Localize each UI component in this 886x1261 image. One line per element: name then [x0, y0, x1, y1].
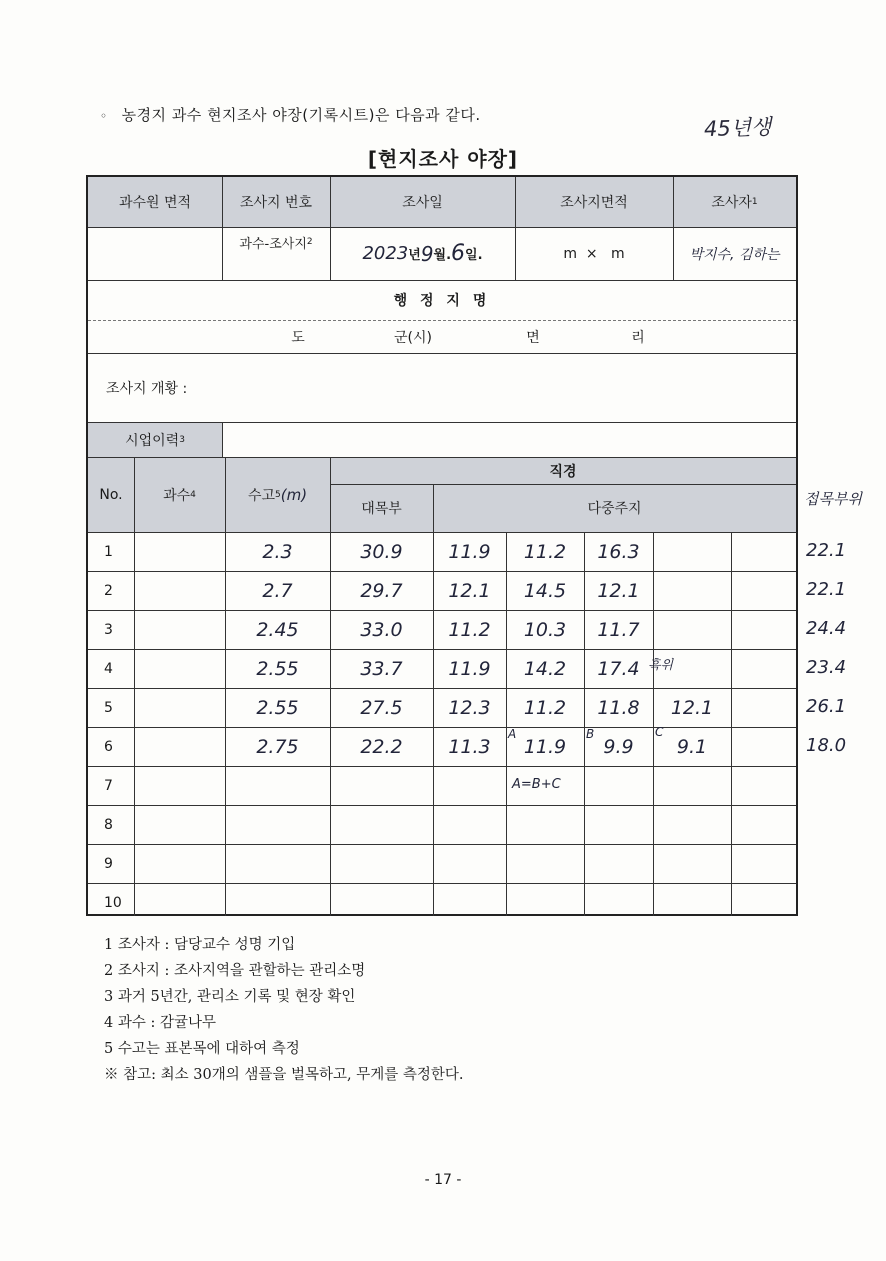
row-trunk-diameter: 33.7: [360, 657, 403, 680]
row-stem-diameter: [653, 766, 731, 805]
row-trunk-diameter: [330, 844, 433, 883]
sheet-title: [현지조사 야장]: [367, 147, 519, 171]
row-stem-diameter: 12.1: [448, 579, 491, 602]
intro-text: 농경지 과수 현지조사 야장(기록시트)은 다음과 같다.: [121, 106, 481, 124]
annotation-a: A: [508, 727, 517, 741]
row-number: 10: [104, 894, 122, 911]
row-stem-diameter: [433, 844, 506, 883]
survey-date-value: 2023 년 9 월. 6 일.: [362, 241, 483, 266]
graft-diameter: 22.1: [806, 540, 847, 561]
row-number: 8: [104, 816, 113, 833]
admin-district-title: 행 정 지 명: [393, 293, 491, 309]
graft-diameter: 26.1: [806, 696, 847, 717]
row-stem-diameter: [653, 532, 731, 571]
row-stem-diameter: [433, 805, 506, 844]
row-number: 4: [104, 660, 113, 677]
footnotes: [104, 932, 463, 1088]
col-no: No.: [99, 486, 123, 503]
row-stem-diameter: [731, 883, 796, 922]
row-stem-diameter: 11.2: [523, 696, 567, 719]
overview-label: 조사지 개황 :: [106, 380, 188, 397]
graft-diameter: 24.4: [806, 618, 847, 639]
row-stem-diameter: [731, 727, 796, 766]
header-site-area: 조사지면적: [560, 195, 628, 211]
row-stem-diameter: 11.7: [597, 618, 640, 641]
row-stem-diameter: [506, 844, 584, 883]
graft-diameter: 22.1: [806, 579, 847, 600]
row-stem-diameter: [653, 883, 731, 922]
footnote-note: ※ 참고: 최소 30개의 샘플을 벌목하고, 무게를 측정한다.: [104, 1067, 464, 1083]
row-number: 7: [104, 777, 113, 794]
row-stem-diameter: [731, 610, 796, 649]
row-stem-diameter: 11.8: [597, 696, 640, 719]
row-stem-diameter: 16.3: [597, 540, 640, 563]
row-stem-diameter: 11.3: [448, 735, 491, 758]
admin-gun: 군(시): [394, 329, 432, 346]
row-stem-diameter: [433, 766, 506, 805]
surveyor-names: 박지수, 김하는: [689, 246, 780, 263]
row-stem-diameter: 11.2: [523, 540, 567, 563]
row-stem-diameter: [584, 805, 653, 844]
site-area-value: m × m: [563, 245, 625, 262]
row-height: [225, 883, 330, 922]
row-stem-diameter: [506, 883, 584, 922]
row-stem-diameter: [653, 805, 731, 844]
survey-sheet: [86, 175, 798, 916]
row-stem-diameter: 11.2: [448, 618, 491, 641]
row-stem-diameter: [584, 883, 653, 922]
col-diameter: 직경: [549, 463, 577, 480]
row-stem-diameter: [653, 610, 731, 649]
row-height: 2.45: [256, 618, 299, 641]
row-stem-diameter: [731, 649, 796, 688]
row-number: 6: [104, 738, 113, 755]
row-stem-diameter: [731, 844, 796, 883]
row-trunk-diameter: [330, 805, 433, 844]
footnote-4: 4 과수 : 감귤나무: [104, 1015, 216, 1031]
row-trunk-diameter: [330, 883, 433, 922]
row-height: [225, 805, 330, 844]
row-height: 2.55: [256, 657, 299, 680]
graft-diameter: 23.4: [806, 657, 847, 678]
row-stem-diameter: 10.3: [523, 618, 567, 641]
row-trunk-diameter: [330, 766, 433, 805]
row-stem-diameter: [731, 571, 796, 610]
admin-do: 도: [291, 329, 305, 346]
row-trunk-diameter: 33.0: [360, 618, 403, 641]
row-stem-diameter: [653, 571, 731, 610]
row-trunk-diameter: 22.2: [360, 735, 403, 758]
margin-graft-header: 접목부위: [804, 490, 862, 508]
row-stem-diameter: 11.9: [523, 735, 567, 758]
handwritten-age-note: 45년생: [703, 114, 772, 142]
header-site-no: 조사지 번호: [239, 195, 313, 211]
annotation-formula: A=B+C: [512, 777, 561, 792]
row-stem-diameter: 14.5: [523, 579, 567, 602]
footnote-1: 1 조사자 : 담당교수 성명 기입: [104, 937, 296, 953]
row-trunk-diameter: 30.9: [360, 540, 403, 563]
row-stem-diameter: [731, 688, 796, 727]
row-stem-diameter: 9.9: [603, 735, 634, 758]
row-stem-diameter: 12.3: [448, 696, 491, 719]
row-height: 2.75: [256, 735, 299, 758]
page-number: - 17 -: [424, 1172, 462, 1188]
row-number: 9: [104, 855, 113, 872]
row-stem-diameter: 14.2: [523, 657, 567, 680]
intro-line: [100, 104, 481, 125]
row-number: 2: [104, 582, 113, 599]
footnote-3: 3 과거 5년간, 관리소 기록 및 현장 확인: [104, 989, 356, 1005]
row-stem-diameter: [731, 766, 796, 805]
graft-diameter: 18.0: [806, 735, 847, 756]
col-height: 수고 5 (m): [247, 485, 308, 504]
row-stem-diameter: 11.9: [448, 657, 491, 680]
admin-myeon: 면: [526, 329, 540, 346]
row-height: [225, 766, 330, 805]
col-trunk: 대목부: [361, 501, 402, 517]
row-stem-diameter: [584, 844, 653, 883]
row-height: [225, 844, 330, 883]
row-trunk-diameter: 29.7: [360, 579, 403, 602]
annotation-b: B: [586, 727, 595, 741]
row-stem-diameter: 9.1: [676, 735, 708, 758]
row-stem-diameter: 11.9: [448, 540, 491, 563]
row-stem-diameter: 12.1: [670, 696, 714, 719]
row-stem-diameter: 12.1: [597, 579, 640, 602]
row-height: 2.55: [256, 696, 299, 719]
header-survey-date: 조사일: [402, 195, 443, 211]
bullet-icon: ◦: [100, 109, 108, 123]
header-surveyor: 조사자 1: [711, 195, 758, 211]
col-multi-stem: 다중주지: [587, 501, 642, 517]
row-stem-diameter: [731, 805, 796, 844]
footnote-2: 2 조사지 : 조사지역을 관할하는 관리소명: [104, 963, 366, 979]
row-height: 2.7: [262, 579, 293, 602]
annotation-c: C: [655, 725, 664, 739]
history-label: 시업이력 3: [125, 432, 185, 449]
row-stem-diameter: [584, 766, 653, 805]
row-number: 1: [104, 543, 113, 560]
row-number: 3: [104, 621, 113, 638]
row-stem-diameter: [506, 805, 584, 844]
col-species: 과수 4: [163, 487, 196, 504]
row-stem-diameter: 17.4: [597, 657, 640, 680]
row-stem-diameter: [433, 883, 506, 922]
row-number: 5: [104, 699, 113, 716]
row-trunk-diameter: 27.5: [360, 696, 403, 719]
site-label: 과수-조사지 2: [239, 236, 313, 252]
row-stem-diameter: [731, 532, 796, 571]
row-stem-diameter: [653, 844, 731, 883]
header-orchard-area: 과수원 면적: [118, 195, 192, 211]
annotation-branch: 흑위: [648, 658, 674, 673]
row-height: 2.3: [262, 540, 293, 563]
footnote-5: 5 수고는 표본목에 대하여 측정: [104, 1041, 300, 1057]
admin-ri: 리: [631, 329, 645, 346]
